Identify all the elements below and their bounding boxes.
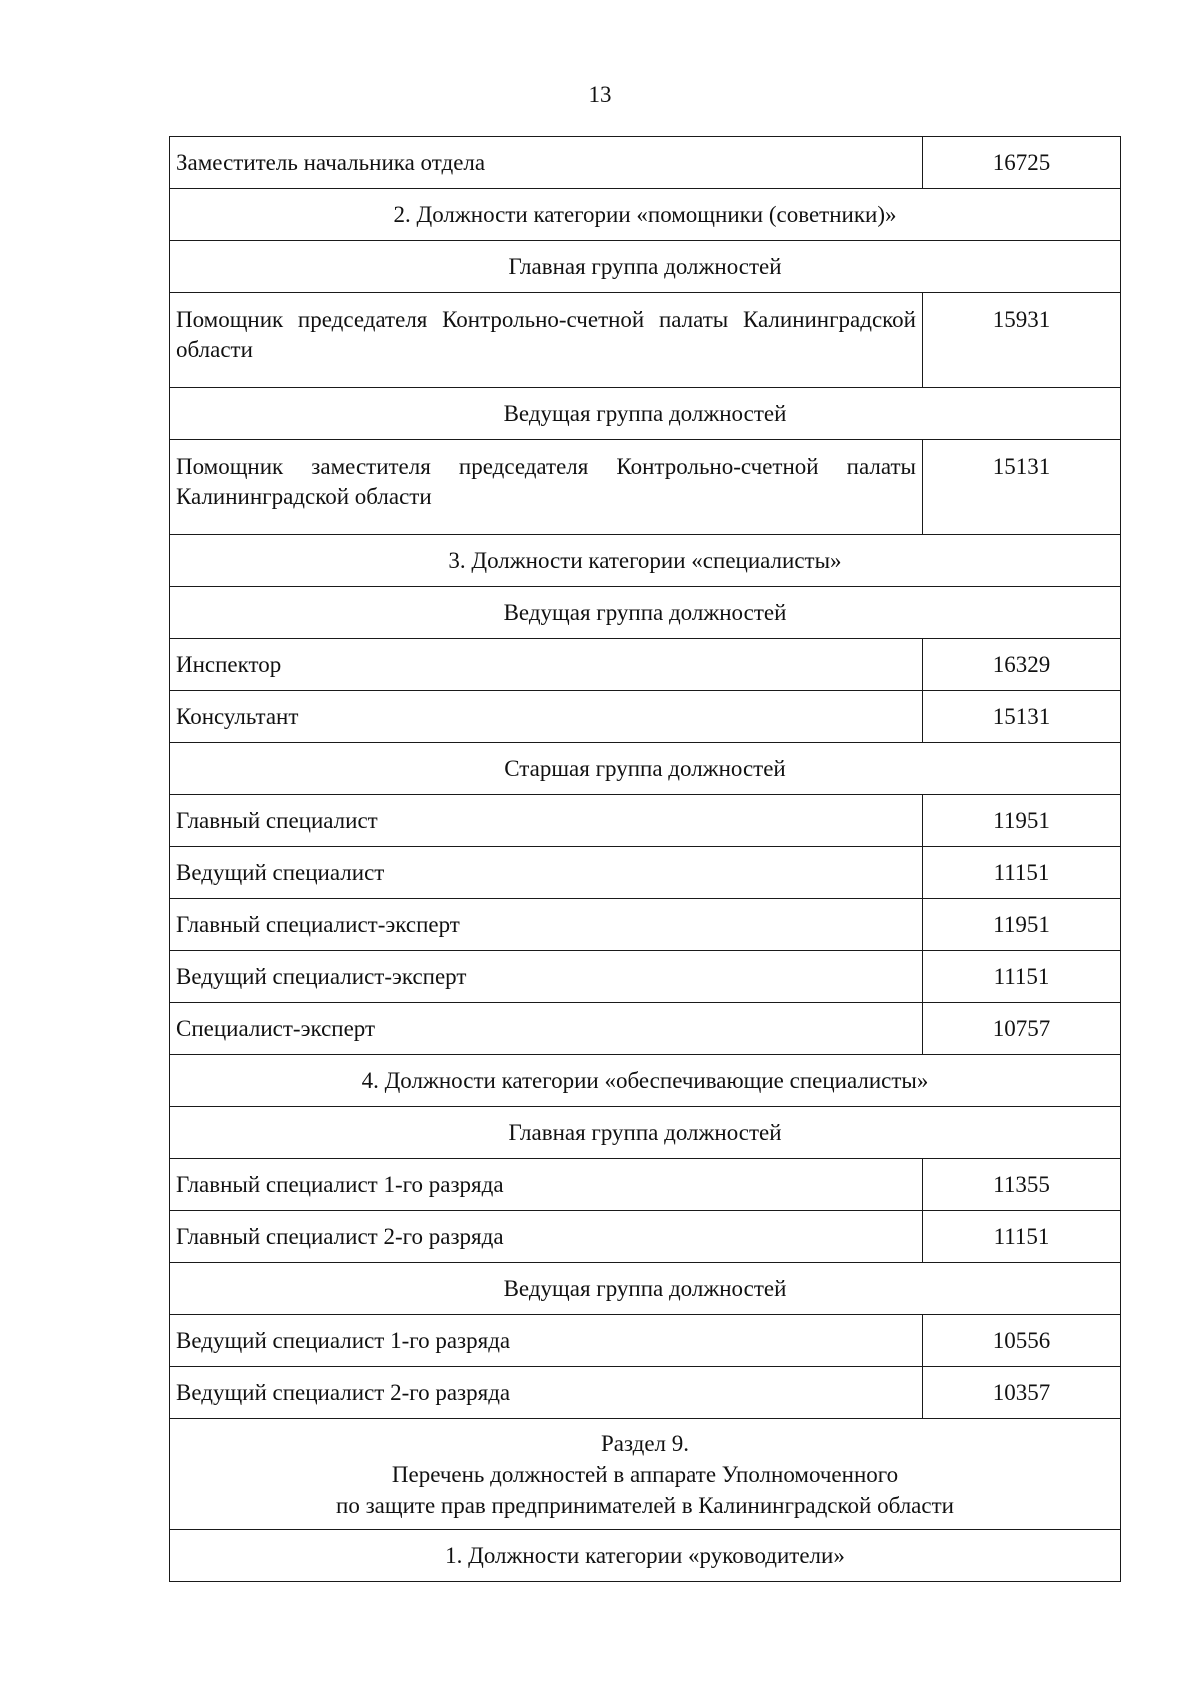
position-name: Главный специалист-эксперт [170, 899, 923, 951]
salary-value: 15131 [923, 691, 1121, 743]
table-row [170, 1367, 1121, 1419]
group-heading: Главная группа должностей [170, 1107, 1121, 1159]
salary-value: 16725 [923, 137, 1121, 189]
group-heading: Старшая группа должностей [170, 743, 1121, 795]
position-name: Ведущий специалист-эксперт [170, 951, 923, 1003]
page-number: 13 [588, 82, 612, 107]
salary-value: 16329 [923, 639, 1121, 691]
position-name: Консультант [170, 691, 923, 743]
group-heading: Ведущая группа должностей [170, 587, 1121, 639]
table-row [170, 691, 1121, 743]
group-heading-row [170, 1263, 1121, 1315]
section-number: Раздел 9. [600, 1430, 690, 1456]
table-row [170, 847, 1121, 899]
category-heading: 3. Должности категории «специалисты» [170, 535, 1121, 587]
salary-value: 15131 [923, 440, 1121, 535]
category-heading: 2. Должности категории «помощники (советники)» [170, 189, 1121, 241]
position-name: Ведущий специалист 1-го разряда [170, 1315, 923, 1367]
position-name: Ведущий специалист 2-го разряда [170, 1367, 923, 1419]
table-row [170, 440, 1121, 535]
position-name: Главный специалист [170, 795, 923, 847]
position-name: Инспектор [170, 639, 923, 691]
section-heading [170, 1419, 1121, 1530]
category-heading: 1. Должности категории «руководители» [170, 1530, 1121, 1582]
table-row [170, 639, 1121, 691]
position-name: Специалист-эксперт [170, 1003, 923, 1055]
category-heading: 4. Должности категории «обеспечивающие специалисты» [170, 1055, 1121, 1107]
table-row [170, 1159, 1121, 1211]
salary-value: 11151 [923, 1211, 1121, 1263]
position-name: Помощник заместителя председателя Контрольно-счетной палаты Калининградской области [170, 440, 923, 535]
table-row [170, 1211, 1121, 1263]
salary-value: 10556 [923, 1315, 1121, 1367]
group-heading-row [170, 388, 1121, 440]
category-heading-row [170, 535, 1121, 587]
group-heading-row [170, 1107, 1121, 1159]
table-row [170, 293, 1121, 388]
position-name: Главный специалист 1-го разряда [170, 1159, 923, 1211]
salary-value: 11951 [923, 899, 1121, 951]
salary-value: 10357 [923, 1367, 1121, 1419]
group-heading-row [170, 587, 1121, 639]
section-title-line-2: по защите прав предпринимателей в Калининградской области [336, 1492, 954, 1518]
salary-value: 11951 [923, 795, 1121, 847]
position-name: Главный специалист 2-го разряда [170, 1211, 923, 1263]
salary-value: 11151 [923, 951, 1121, 1003]
position-name: Ведущий специалист [170, 847, 923, 899]
salary-value: 15931 [923, 293, 1121, 388]
salary-value: 10757 [923, 1003, 1121, 1055]
position-name: Заместитель начальника отдела [170, 137, 923, 189]
section-title-line-1: Перечень должностей в аппарате Уполномоченного [391, 1461, 899, 1487]
table-row [170, 1003, 1121, 1055]
salary-value: 11355 [923, 1159, 1121, 1211]
position-name: Помощник председателя Контрольно-счетной палаты Калининградской области [170, 293, 923, 388]
table-row [170, 795, 1121, 847]
category-heading-row [170, 1530, 1121, 1582]
table-row [170, 899, 1121, 951]
salary-table [169, 136, 1121, 1582]
table-row [170, 137, 1121, 189]
salary-value: 11151 [923, 847, 1121, 899]
category-heading-row [170, 189, 1121, 241]
group-heading: Ведущая группа должностей [170, 388, 1121, 440]
group-heading: Главная группа должностей [170, 241, 1121, 293]
category-heading-row [170, 1055, 1121, 1107]
group-heading: Ведущая группа должностей [170, 1263, 1121, 1315]
section-heading-row [170, 1419, 1121, 1530]
table-row [170, 1315, 1121, 1367]
table-row [170, 951, 1121, 1003]
group-heading-row [170, 743, 1121, 795]
group-heading-row [170, 241, 1121, 293]
